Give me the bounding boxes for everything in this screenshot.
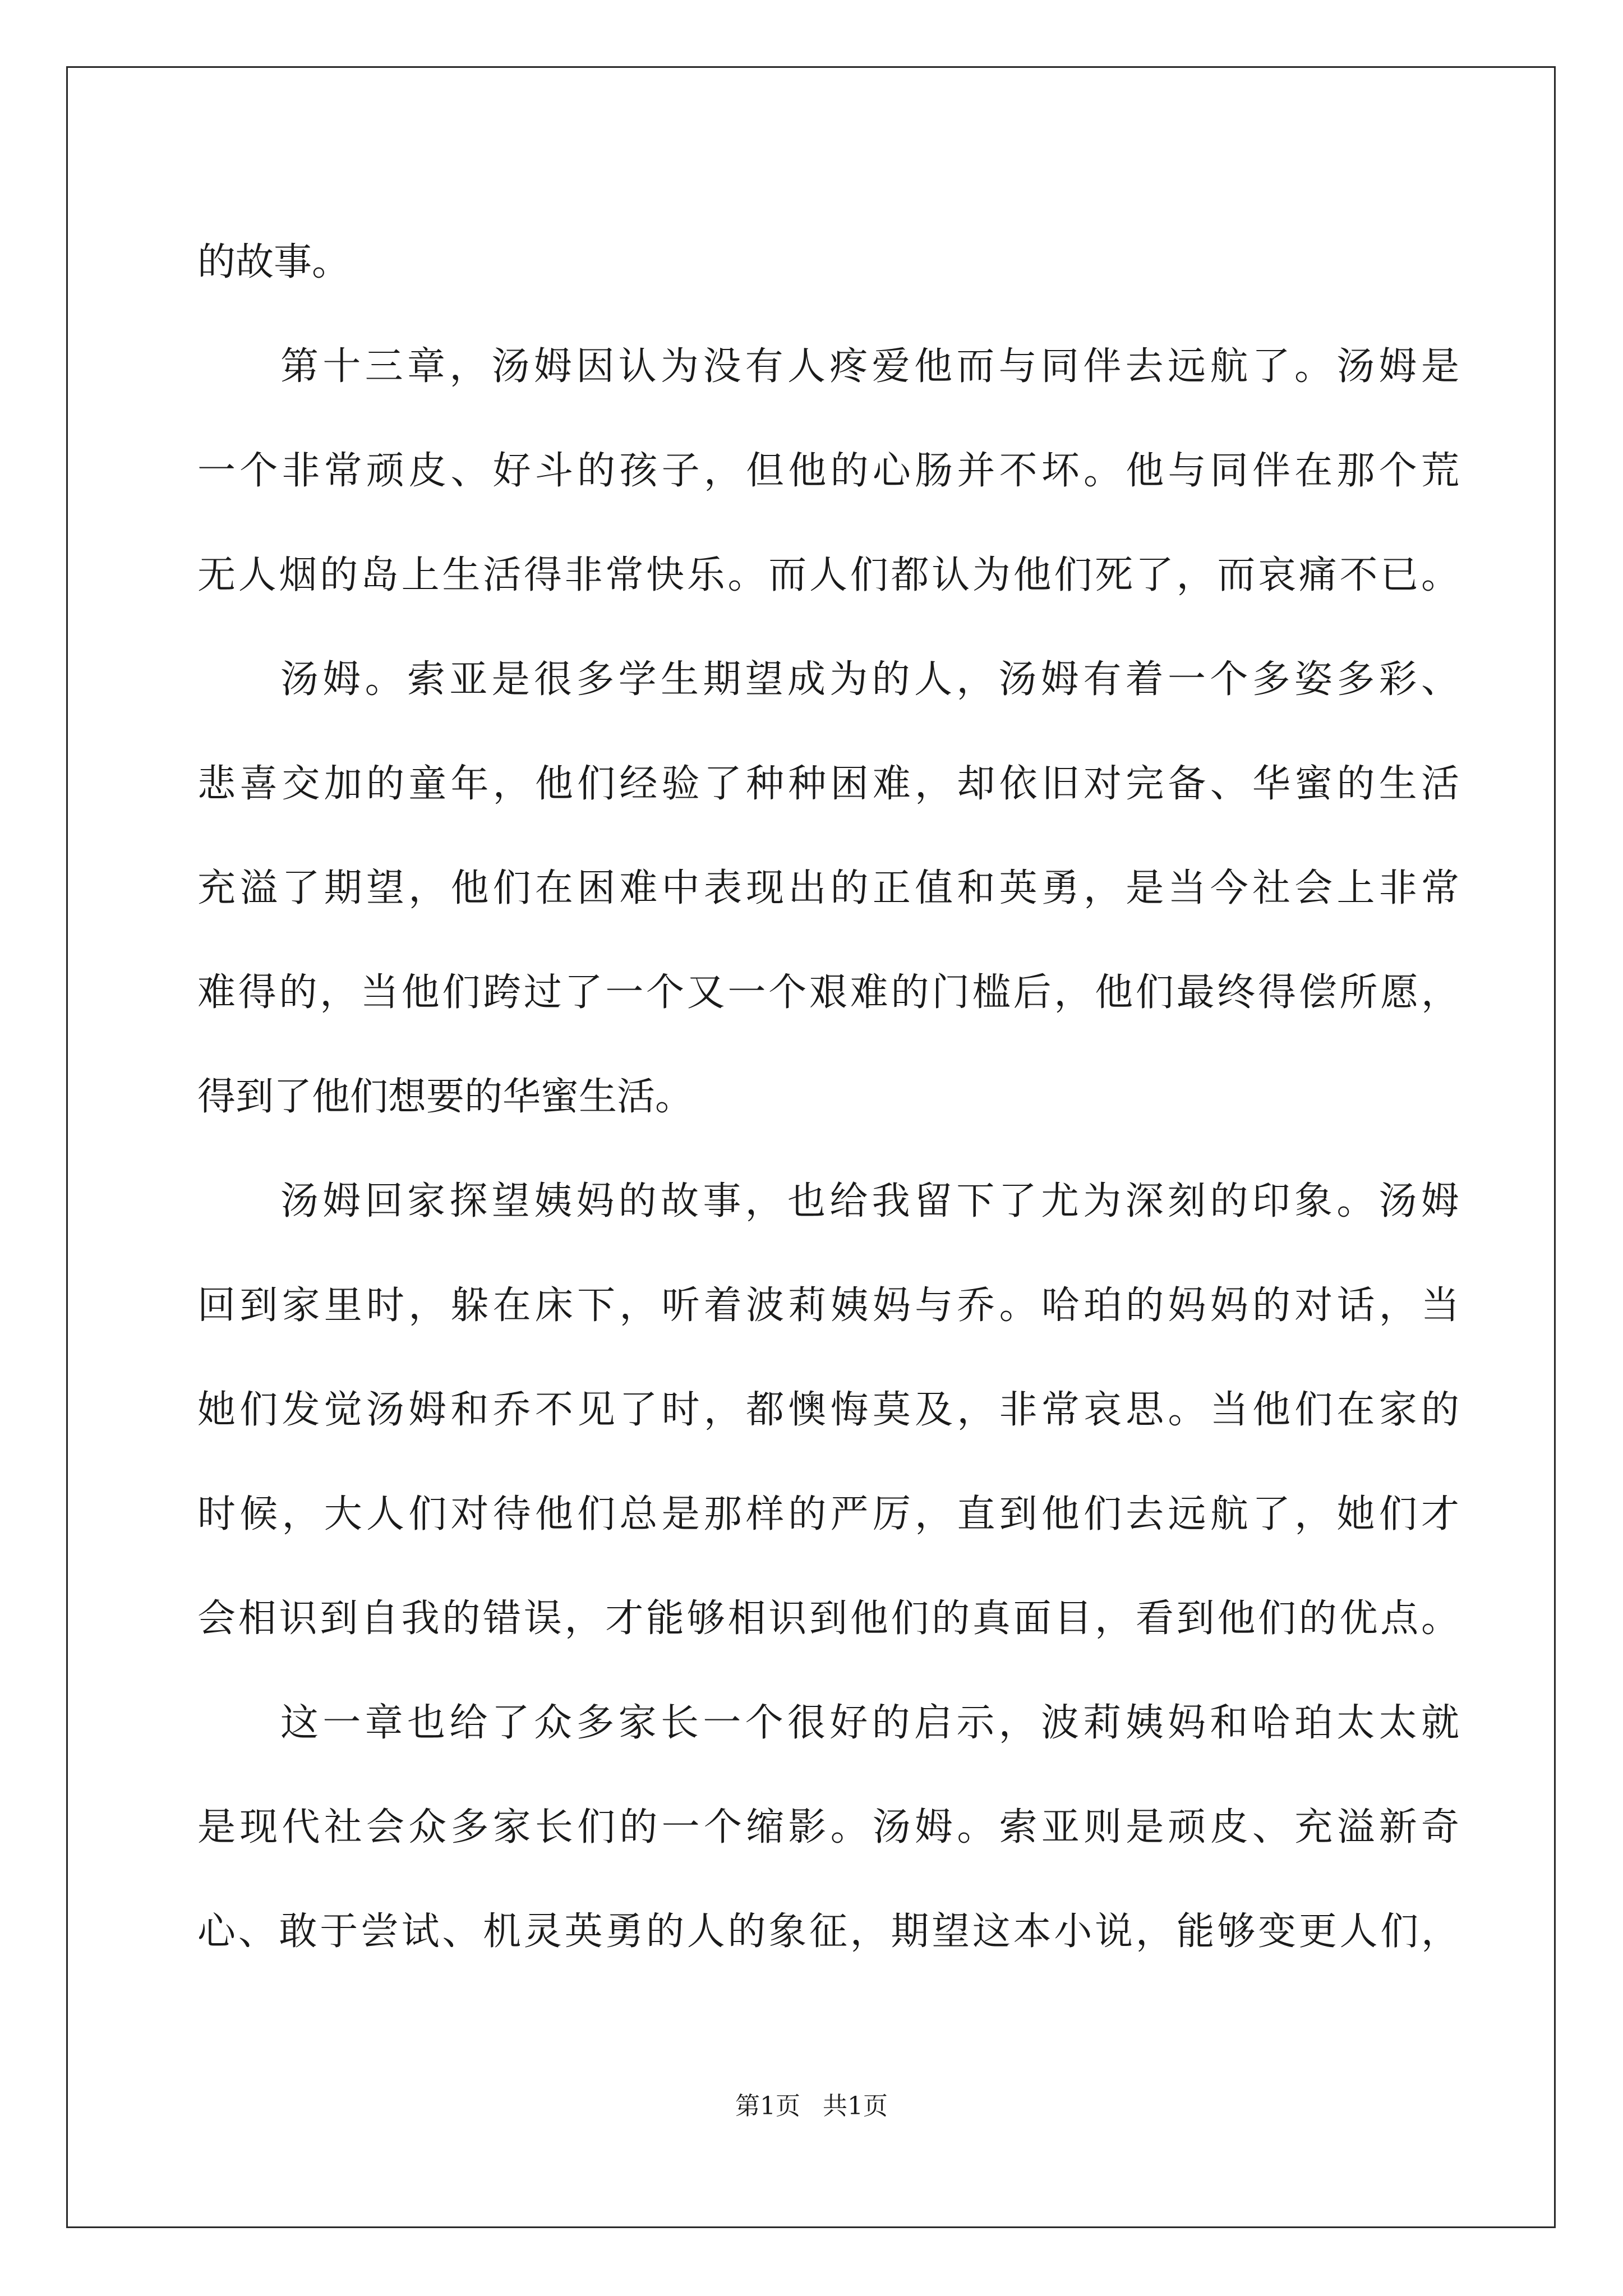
text-line: 第十三章，汤姆因认为没有人疼爱他而与同伴去远航了。汤姆是 <box>280 344 1459 389</box>
text-line: 充溢了期望，他们在困难中表现出的正值和英勇，是当今社会上非常 <box>197 866 1459 910</box>
text-line: 汤姆。索亚是很多学生期望成为的人，汤姆有着一个多姿多彩、 <box>280 657 1459 702</box>
text-line: 的故事。 <box>197 240 351 284</box>
page-footer <box>0 2090 1623 2123</box>
text-line: 时候，大人们对待他们总是那样的严厉，直到他们去远航了，她们才 <box>197 1492 1459 1536</box>
page-number: 第1页 <box>735 2092 800 2120</box>
text-line: 会相识到自我的错误，才能够相识到他们的真面目，看到他们的优点。 <box>197 1596 1459 1641</box>
text-line: 悲喜交加的童年，他们经验了种种困难，却依旧对完备、华蜜的生活 <box>197 762 1459 806</box>
text-line: 心、敢于尝试、机灵英勇的人的象征，期望这本小说，能够变更人们， <box>197 1910 1459 1954</box>
text-line: 难得的，当他们跨过了一个又一个艰难的门槛后，他们最终得偿所愿， <box>197 970 1459 1015</box>
text-line: 回到家里时，躲在床下，听着波莉姨妈与乔。哈珀的妈妈的对话，当 <box>197 1283 1459 1328</box>
text-line: 她们发觉汤姆和乔不见了时，都懊悔莫及，非常哀思。当他们在家的 <box>197 1388 1459 1432</box>
text-line: 得到了他们想要的华蜜生活。 <box>197 1075 694 1119</box>
text-line: 一个非常顽皮、好斗的孩子，但他的心肠并不坏。他与同伴在那个荒 <box>197 449 1459 493</box>
page-total: 共1页 <box>823 2092 888 2120</box>
document-body <box>197 210 1459 1984</box>
text-line: 这一章也给了众多家长一个很好的启示，波莉姨妈和哈珀太太就 <box>280 1701 1459 1745</box>
text-line: 是现代社会众多家长们的一个缩影。汤姆。索亚则是顽皮、充溢新奇 <box>197 1805 1459 1849</box>
text-line: 汤姆回家探望姨妈的故事，也给我留下了尤为深刻的印象。汤姆 <box>280 1179 1459 1223</box>
text-line: 无人烟的岛上生活得非常快乐。而人们都认为他们死了，而哀痛不已。 <box>197 553 1459 597</box>
